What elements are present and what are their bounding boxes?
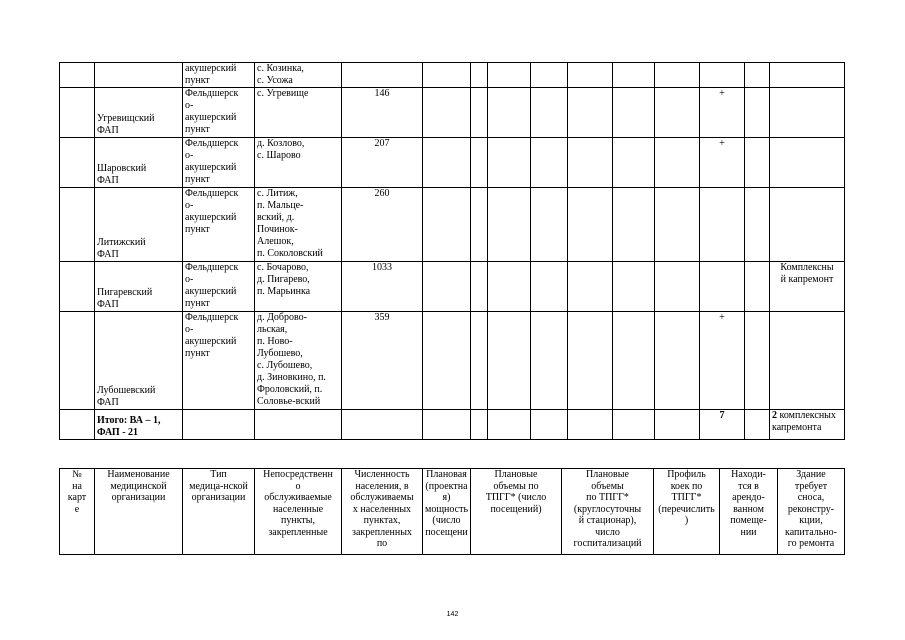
repair-note [770,188,845,262]
facility-type: Фельдшерск о- акушерский пункт [183,188,255,262]
facility-type: Фельдшерск о- акушерский пункт [183,138,255,188]
repair-note: Комплексны й капремонт [770,262,845,312]
table-row [60,188,845,262]
col-header-number: № на карт е [60,469,95,555]
page-number: 142 [446,611,459,618]
col-header-population: Численность населения, в обслуживаемы х населенных пунктах, закрепленных по [342,469,423,555]
population: 207 [342,138,423,188]
table-row [60,138,845,188]
col-header-org-type: Тип медица-нской организации [183,469,255,555]
rented-mark [700,188,745,262]
col-header-building-status: Здание требует сноса, реконстру- кции, капитально- го ремонта [778,469,845,555]
served-settlements: с. Угревище [255,88,342,138]
col-header-org-name: Наименование медицинской организации [95,469,183,555]
facility-name: Лубошевский ФАП [95,312,183,410]
served-settlements: с. Литиж, п. Мальце- вский, д. Починок- Алешок, п. Соколовский [255,188,342,262]
facilities-table [59,62,845,440]
population: 146 [342,88,423,138]
population: 359 [342,312,423,410]
population [342,63,423,88]
facility-name: Шаровский ФАП [95,138,183,188]
col-header-served-settlements: Непосредственн о обслуживаемые населенные пункты, закрепленные [255,469,342,555]
repair-note [770,88,845,138]
population: 1033 [342,262,423,312]
served-settlements: с. Козинка, с. Усожа [255,63,342,88]
total-note-number: 2 [772,410,777,421]
table-row [60,63,845,88]
facility-type: Фельдшерск о- акушерский пункт [183,262,255,312]
col-header-capacity: Плановая (проектна я) мощность (число посещени [423,469,471,555]
repair-note [770,63,845,88]
col-header-planned-visits: Плановые объемы по ТПГГ* (число посещений) [471,469,562,555]
table-row [60,312,845,410]
total-row [60,410,845,440]
facility-type: акушерский пункт [183,63,255,88]
total-note: 2 комплексных капремонта [770,410,845,440]
repair-note [770,138,845,188]
population: 260 [342,188,423,262]
served-settlements: д. Козлово, с. Шарово [255,138,342,188]
col-header-planned-hospital: Плановые объемы по ТПГГ* (круглосуточны й стационар), число госпитализаций [562,469,654,555]
rented-mark: + [700,138,745,188]
facility-type: Фельдшерск о- акушерский пункт [183,88,255,138]
total-label: Итого: ВА – 1, ФАП - 21 [95,410,183,440]
rented-mark: + [700,312,745,410]
repair-note [770,312,845,410]
rented-mark [700,63,745,88]
header-row [60,469,845,555]
facility-name: Литижский ФАП [95,188,183,262]
col-header-rented: Находи- тся в арендо- ванном помеще- нии [720,469,778,555]
facility-name: Пигаревский ФАП [95,262,183,312]
facility-type: Фельдшерск о- акушерский пункт [183,312,255,410]
served-settlements: с. Бочарово, д. Пигарево, п. Марьинка [255,262,342,312]
table-row [60,262,845,312]
rented-mark: + [700,88,745,138]
facility-name [95,63,183,88]
col-header-bed-profile: Профиль коек по ТПГГ* (перечислить ) [654,469,720,555]
table-row [60,88,845,138]
header-table [59,468,845,555]
rented-mark [700,262,745,312]
total-count: 7 [700,410,745,440]
facility-name: Угревищский ФАП [95,88,183,138]
served-settlements: д. Доброво- льская, п. Ново- Лубошево, с. Лубошево, д. Зиновкино, п. Фроловский, п. Соловье-вский [255,312,342,410]
